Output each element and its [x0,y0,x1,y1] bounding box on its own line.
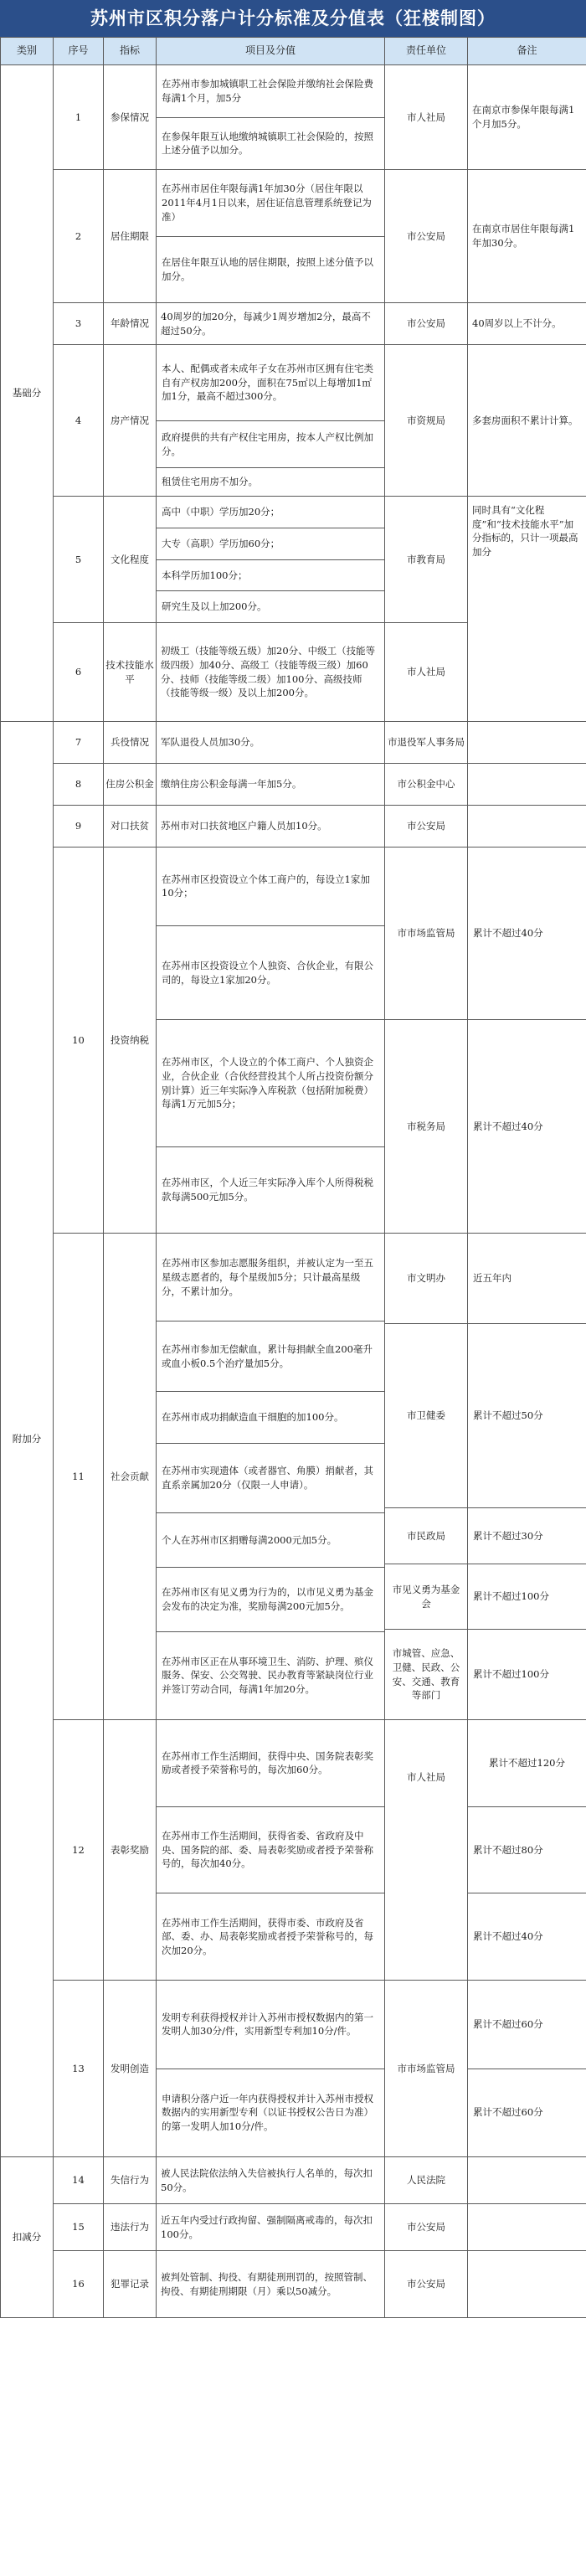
row-number: 13 [54,1981,104,2157]
row-items [157,1234,384,1719]
row-item: 被人民法院依法纳入失信被执行人名单的，每次扣50分。 [157,2157,385,2204]
row-remark: 同时具有“文化程度”和“技术技能水平”加分指标的，只计一项最高加分 [468,497,586,722]
row-indicator: 文化程度 [104,497,157,623]
row-unit: 市教育局 [385,497,468,623]
row-item: 缴纳住房公积金每满一年加5分。 [157,764,385,806]
row-indicator: 投资纳税 [104,848,157,1234]
row-unit: 市退役军人事务局 [385,722,468,764]
row-indicator: 失信行为 [104,2157,157,2204]
table-row [1,1234,586,1720]
list-item: 研究生及以上加200分。 [162,600,267,613]
row-indicator: 犯罪记录 [104,2251,157,2318]
row-unit: 市市场监管局 [385,1981,468,2157]
row-remark: 累计不超过40分 [473,1930,543,1943]
list-item: 在苏州市区，个人设立的个体工商户、个人独资企业，合伙企业（合伙经营投其个人所占投资份额分别计算）近三年实际净入库税款（包括附加税费）每满1万元加5分； [157,1020,384,1146]
row-remark: 累计不超过40分 [473,1120,543,1132]
row-unit: 人民法院 [385,2157,468,2204]
table-row [1,1720,586,1981]
list-item: 在苏州市区参加志愿服务组织，并被认定为一至五星级志愿者的，每个星级加5分；只计最高星级分，不累计加分。 [157,1234,384,1321]
row-indicator: 房产情况 [104,345,157,497]
row-unit: 市公安局 [385,303,468,345]
row-remark [468,2157,586,2204]
row-number: 16 [54,2251,104,2318]
row-remark [468,722,586,764]
row-unit: 市公安局 [385,2204,468,2251]
row-indicator: 参保情况 [104,65,157,170]
list-item: 高中（中职）学历加20分； [157,497,384,528]
category-deduct: 扣减分 [1,2157,54,2318]
row-item: 苏州市对口扶贫地区户籍人员加10分。 [157,806,385,848]
table-header-row [1,38,586,65]
row-indicator: 违法行为 [104,2204,157,2251]
row-unit: 市卫健委 [385,1324,467,1508]
row-unit: 市市场监管局 [385,848,467,1020]
row-remark: 累计不超过60分 [473,2106,543,2119]
table-row [1,764,586,806]
row-indicator: 住房公积金 [104,764,157,806]
row-items [157,1720,384,1980]
row-number: 11 [54,1234,104,1720]
list-item: 在苏州市实现遗体（或者器官、角膜）捐献者，其直系亲属加20分（仅限一人申请）。 [157,1444,384,1514]
table-row [1,345,586,497]
row-remark: 40周岁以上不计分。 [468,303,586,345]
row-remark: 累计不超过100分 [473,1668,549,1681]
table-row [1,848,586,1234]
row-remark: 累计不超过50分 [468,1324,586,1508]
list-item: 申请积分落户近一年内获得授权并计入苏州市授权数据内的实用新型专利（以证书授权公告日为准）的第一发明人加10分/件。 [162,2092,373,2133]
row-number: 14 [54,2157,104,2204]
list-item: 在苏州市参加无偿献血，累计每捐献全血200毫升或血小板0.5个治疗量加5分。 [157,1321,384,1392]
table-title: 苏州市区积分落户计分标准及分值表（狂楼制图） [0,0,586,37]
row-item: 初级工（技能等级五级）加20分、中级工（技能等级四级）加40分、高级工（技能等级三级）加60分、技师（技能等级二级）加100分、高级技师（技能等级一级）及以上加200分。 [157,623,385,722]
table-row [1,2204,586,2251]
row-remark [468,2251,586,2318]
header-category: 类别 [1,38,54,65]
row-items [157,497,384,622]
list-item: 租赁住宅用房不加分。 [162,476,258,488]
row-remark: 在南京市参保年限每满1个月加5分。 [468,65,586,170]
row-items [157,170,384,302]
row-number: 3 [54,303,104,345]
row-unit: 市资规局 [385,345,468,497]
table-row [1,722,586,764]
row-remark: 累计不超过40分 [468,848,586,1020]
row-indicator: 对口扶贫 [104,806,157,848]
row-remark: 累计不超过30分 [468,1508,586,1564]
row-indicator: 年龄情况 [104,303,157,345]
list-item: 在苏州市成功捐献造血干细胞的加100分。 [157,1392,384,1444]
row-item: 被判处管制、拘役、有期徒刑刑罚的，按照管制、拘役、有期徒刑期限（月）乘以50减分。 [157,2251,385,2318]
list-item: 政府提供的共有产权住宅用房，按本人产权比例加分。 [157,421,384,469]
row-remark: 多套房面积不累计计算。 [468,345,586,497]
row-unit: 市见义勇为基金会 [385,1564,467,1630]
category-base: 基础分 [1,65,54,722]
list-item: 在参保年限互认地缴纳城镇职工社会保险的，按照上述分值予以加分。 [162,130,373,157]
list-item: 在苏州市区正在从事环境卫生、消防、护理、殡仪服务、保安、公交驾驶、民办教育等紧缺岗位行业并签订劳动合同，每满1年加20分。 [162,1655,373,1696]
list-item: 在苏州市区投资设立个人独资、合伙企业，有限公司的，每设立1家加20分。 [157,926,384,1021]
row-unit: 市公安局 [385,806,468,848]
header-number: 序号 [54,38,104,65]
row-indicator: 发明创造 [104,1981,157,2157]
row-unit: 市人社局 [385,65,468,170]
list-item: 在苏州市居住年限每满1年加30分（居住年限以2011年4月1日以来，居住证信息管理系统登记为准） [157,170,384,237]
row-remark: 累计不超过80分 [468,1807,586,1894]
table-row [1,2251,586,2318]
row-number: 5 [54,497,104,623]
list-item: 发明专利获得授权并计入苏州市授权数据内的第一发明人加30分/件，实用新型专利加10分/件。 [157,1981,384,2069]
table-row [1,303,586,345]
row-number: 15 [54,2204,104,2251]
row-unit: 市民政局 [385,1508,467,1564]
table-row [1,65,586,170]
table-row [1,1981,586,2157]
header-indicator: 指标 [104,38,157,65]
row-remark: 累计不超过60分 [468,1981,586,2069]
list-item: 在苏州市参加城镇职工社会保险并缴纳社会保险费每满1个月，加5分 [157,65,384,118]
row-item: 近五年内受过行政拘留、强制隔离戒毒的，每次扣100分。 [157,2204,385,2251]
row-number: 4 [54,345,104,497]
list-item: 个人在苏州市区捐赠每满2000元加5分。 [157,1513,384,1568]
list-item: 在居住年限互认地的居住期限，按照上述分值予以加分。 [162,256,373,282]
row-items [157,65,384,169]
score-table [0,37,586,2318]
header-items: 项目及分值 [157,38,385,65]
row-unit: 市文明办 [385,1234,467,1324]
row-number: 12 [54,1720,104,1981]
row-remark: 在南京市居住年限每满1年加30分。 [468,170,586,303]
row-items [157,848,384,1233]
row-remark [468,806,586,848]
list-item: 本科学历加100分； [157,560,384,592]
row-number: 7 [54,722,104,764]
list-item: 在苏州市工作生活期间，获得省委、省政府及中央、国务院的部、委、局表彰奖励或者授予荣誉称号的，每次加40分。 [157,1807,384,1894]
table-row [1,497,586,623]
row-unit: 市税务局 [407,1120,445,1132]
row-indicator: 居住期限 [104,170,157,303]
table-row [1,2157,586,2204]
row-unit: 市公安局 [385,170,468,303]
row-items [157,345,384,496]
row-remark: 累计不超过100分 [468,1564,586,1630]
row-indicator: 社会贡献 [104,1234,157,1720]
row-number: 6 [54,623,104,722]
row-number: 10 [54,848,104,1234]
row-number: 2 [54,170,104,303]
row-indicator: 兵役情况 [104,722,157,764]
list-item: 大专（高职）学历加60分； [157,528,384,560]
row-unit: 市公积金中心 [385,764,468,806]
row-item: 军队退役人员加30分。 [157,722,385,764]
row-number: 8 [54,764,104,806]
list-item: 在苏州市区有见义勇为行为的，以市见义勇为基金会发布的决定为准，奖励每满200元加5分。 [157,1568,384,1631]
row-unit: 市人社局 [385,623,468,722]
row-remark [468,764,586,806]
list-item: 在苏州市工作生活期间，获得中央、国务院表彰奖励或者授予荣誉称号的，每次加60分。 [157,1720,384,1807]
row-unit: 市人社局 [385,1720,468,1981]
row-remark: 累计不超过120分 [468,1720,586,1807]
row-remark [468,2204,586,2251]
row-items [157,1981,384,2156]
row-unit: 市公安局 [385,2251,468,2318]
table-row [1,806,586,848]
category-add: 附加分 [1,722,54,2157]
header-unit: 责任单位 [385,38,468,65]
list-item: 在苏州市工作生活期间，获得市委、市政府及省部、委、办、局表彰奖励或者授予荣誉称号的，每次加20分。 [162,1916,373,1957]
table-row [1,170,586,303]
list-item: 本人、配偶或者未成年子女在苏州市区拥有住宅类自有产权房加200分，面积在75㎡以上每增加1㎡加1分，最高不超过300分。 [157,345,384,421]
row-indicator: 技术技能水平 [104,623,157,722]
row-number: 1 [54,65,104,170]
row-indicator: 表彰奖励 [104,1720,157,1981]
row-number: 9 [54,806,104,848]
list-item: 在苏州市区，个人近三年实际净入库个人所得税税款每满500元加5分。 [162,1177,373,1203]
header-remark: 备注 [468,38,586,65]
row-item: 40周岁的加20分，每减少1周岁增加2分，最高不超过50分。 [157,303,385,345]
row-remark: 近五年内 [468,1234,586,1324]
list-item: 在苏州市区投资设立个体工商户的，每设立1家加10分； [157,848,384,926]
row-unit: 市城管、应急、卫健、民政、公安、交通、教育等部门 [392,1647,460,1702]
